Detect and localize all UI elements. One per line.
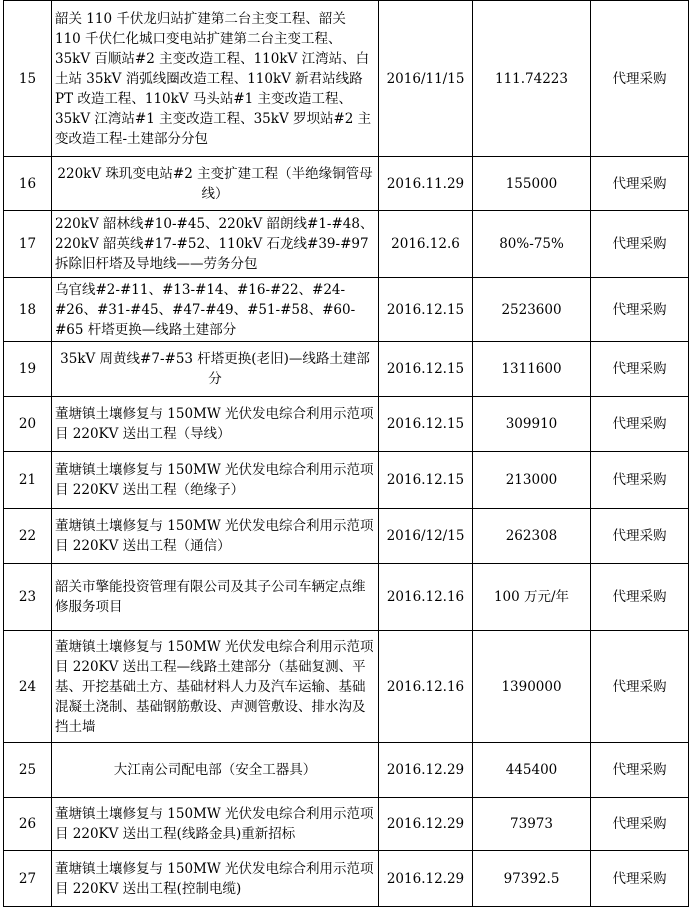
table-row xyxy=(4,278,689,342)
procurement-method: 代理采购 xyxy=(591,397,689,452)
table-row xyxy=(4,564,689,631)
table-row xyxy=(4,397,689,452)
contract-amount: 111.74223 xyxy=(473,1,591,157)
procurement-date: 2016.12.16 xyxy=(379,631,473,743)
procurement-date: 2016.12.29 xyxy=(379,743,473,798)
procurement-date: 2016.12.15 xyxy=(379,278,473,342)
contract-amount: 1311600 xyxy=(473,342,591,397)
table-row xyxy=(4,798,689,851)
contract-amount: 2523600 xyxy=(473,278,591,342)
procurement-table xyxy=(3,0,689,907)
row-number: 18 xyxy=(4,278,52,342)
table-row xyxy=(4,342,689,397)
contract-amount: 80%-75% xyxy=(473,211,591,278)
procurement-method: 代理采购 xyxy=(591,211,689,278)
row-number: 20 xyxy=(4,397,52,452)
table-row xyxy=(4,851,689,907)
contract-amount: 309910 xyxy=(473,397,591,452)
procurement-method: 代理采购 xyxy=(591,509,689,564)
contract-amount: 262308 xyxy=(473,509,591,564)
table-row xyxy=(4,509,689,564)
row-number: 19 xyxy=(4,342,52,397)
procurement-method: 代理采购 xyxy=(591,564,689,631)
procurement-date: 2016.12.16 xyxy=(379,564,473,631)
procurement-method: 代理采购 xyxy=(591,851,689,907)
row-number: 23 xyxy=(4,564,52,631)
contract-amount: 73973 xyxy=(473,798,591,851)
row-number: 25 xyxy=(4,743,52,798)
procurement-date: 2016.12.29 xyxy=(379,851,473,907)
row-number: 27 xyxy=(4,851,52,907)
project-name: 董塘镇土壤修复与 150MW 光伏发电综合利用示范项目 220KV 送出工程（绝缘子） xyxy=(52,452,379,509)
contract-amount: 445400 xyxy=(473,743,591,798)
project-name: 乌官线#2-#11、#13-#14、#16-#22、#24-#26、#31-#45、#47-#49、#51-#58、#60-#65 杆塔更换—线路土建部分 xyxy=(52,278,379,342)
project-name: 董塘镇土壤修复与 150MW 光伏发电综合利用示范项目 220KV 送出工程(线路金具)重新招标 xyxy=(52,798,379,851)
procurement-method: 代理采购 xyxy=(591,743,689,798)
procurement-date: 2016.12.29 xyxy=(379,798,473,851)
project-name: 董塘镇土壤修复与 150MW 光伏发电综合利用示范项目 220KV 送出工程（通信） xyxy=(52,509,379,564)
procurement-method: 代理采购 xyxy=(591,452,689,509)
procurement-date: 2016.12.15 xyxy=(379,342,473,397)
table-row xyxy=(4,631,689,743)
procurement-method: 代理采购 xyxy=(591,798,689,851)
contract-amount: 213000 xyxy=(473,452,591,509)
procurement-date: 2016.12.15 xyxy=(379,397,473,452)
project-name: 220kV 韶林线#10-#45、220kV 韶朗线#1-#48、220kV 韶英线#17-#52、110kV 石龙线#39-#97 拆除旧杆塔及导地线——劳务分包 xyxy=(52,211,379,278)
table-row xyxy=(4,452,689,509)
row-number: 21 xyxy=(4,452,52,509)
procurement-method: 代理采购 xyxy=(591,278,689,342)
project-name: 35kV 周黄线#7-#53 杆塔更换(老旧)—线路土建部分 xyxy=(52,342,379,397)
row-number: 26 xyxy=(4,798,52,851)
contract-amount: 1390000 xyxy=(473,631,591,743)
table-row xyxy=(4,157,689,211)
project-name: 220kV 珠玑变电站#2 主变扩建工程（半绝缘铜管母线） xyxy=(52,157,379,211)
procurement-date: 2016.12.6 xyxy=(379,211,473,278)
project-name: 董塘镇土壤修复与 150MW 光伏发电综合利用示范项目 220KV 送出工程—线路土建部分（基础复测、平基、开挖基础土方、基础材料人力及汽车运输、基础混凝土浇制、基础钢筋敷设、声测管敷设、排水沟及挡土墙 xyxy=(52,631,379,743)
table-row xyxy=(4,1,689,157)
table-row xyxy=(4,211,689,278)
project-name: 董塘镇土壤修复与 150MW 光伏发电综合利用示范项目 220KV 送出工程(控制电缆) xyxy=(52,851,379,907)
project-name: 韶关市擎能投资管理有限公司及其子公司车辆定点维修服务项目 xyxy=(52,564,379,631)
procurement-date: 2016/11/15 xyxy=(379,1,473,157)
contract-amount: 100 万元/年 xyxy=(473,564,591,631)
table-row xyxy=(4,743,689,798)
procurement-method: 代理采购 xyxy=(591,157,689,211)
procurement-date: 2016.12.15 xyxy=(379,452,473,509)
row-number: 24 xyxy=(4,631,52,743)
row-number: 16 xyxy=(4,157,52,211)
row-number: 22 xyxy=(4,509,52,564)
procurement-method: 代理采购 xyxy=(591,342,689,397)
procurement-date: 2016/12/15 xyxy=(379,509,473,564)
row-number: 15 xyxy=(4,1,52,157)
contract-amount: 97392.5 xyxy=(473,851,591,907)
project-name: 大江南公司配电部（安全工器具） xyxy=(52,743,379,798)
contract-amount: 155000 xyxy=(473,157,591,211)
procurement-date: 2016.11.29 xyxy=(379,157,473,211)
procurement-method: 代理采购 xyxy=(591,631,689,743)
row-number: 17 xyxy=(4,211,52,278)
project-name: 韶关 110 千伏龙归站扩建第二台主变工程、韶关 110 千伏仁化城口变电站扩建第二台主变工程、35kV 百顺站#2 主变改造工程、110kV 江湾站、白土站 35kV 消弧线圈改造工程、110kV 新君站线路 PT 改造工程、110kV 马头站#1 主变改造工程、35kV 江湾站#1 主变改造工程、35kV 罗坝站#2 主变改造工程-土建部分分包 xyxy=(52,1,379,157)
procurement-method: 代理采购 xyxy=(591,1,689,157)
project-name: 董塘镇土壤修复与 150MW 光伏发电综合利用示范项目 220KV 送出工程（导线） xyxy=(52,397,379,452)
